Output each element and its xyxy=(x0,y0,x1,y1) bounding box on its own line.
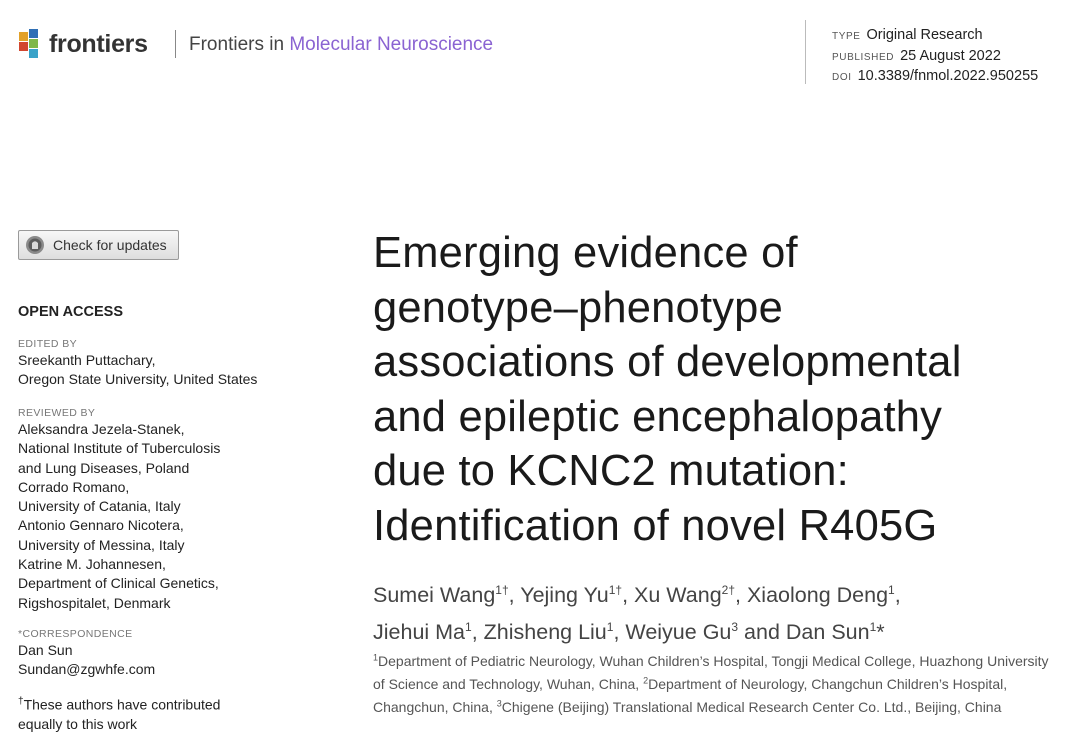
author[interactable]: Dan Sun$^1$* xyxy=(785,620,885,645)
meta-published xyxy=(832,47,1038,68)
affiliation: $^3$Chigene (Beijing) Translational Medical Research Center Co. Ltd., Beijing, China xyxy=(496,698,1002,715)
reviewer-line: Antonio Gennaro Nicotera, xyxy=(18,517,184,534)
contribution-line: These authors have contributed xyxy=(23,696,221,713)
reviewer-line: and Lung Diseases, Poland xyxy=(18,459,190,476)
meta-type xyxy=(832,26,1038,47)
dagger-mark: † xyxy=(18,696,24,707)
frontiers-logo[interactable] xyxy=(18,28,148,60)
title-line: due to KCNC2 mutation: xyxy=(373,447,849,495)
author[interactable]: Xiaolong Deng$^1$, xyxy=(746,583,901,608)
author[interactable]: Weiyue Gu$^3$ and xyxy=(625,620,786,645)
author[interactable]: Zhisheng Liu$^1$, xyxy=(483,620,626,645)
header-divider xyxy=(175,30,176,58)
title-line: and epileptic encephalopathy xyxy=(373,392,943,441)
doi-value[interactable]: 10.3389/fnmol.2022.950255 xyxy=(857,68,1039,84)
author[interactable]: Sumei Wang$^{1\dagger}$, xyxy=(373,583,521,608)
correspondence-email[interactable]: Sundan@zgwhfe.com xyxy=(18,661,156,678)
affiliations xyxy=(373,648,1063,717)
doi-label: DOI xyxy=(832,72,852,83)
article-title xyxy=(373,226,1053,553)
meta-divider xyxy=(805,20,806,84)
contribution-line: equally to this work xyxy=(18,715,138,732)
affiliation: $^1$Department of Pediatric Neurology, Wuhan Children’s Hospital, Tongji Medical College, Huazhong University of Science and Technology, Wuhan, China, xyxy=(373,652,1049,692)
title-line: Identification of novel R405G xyxy=(373,501,938,550)
meta-doi xyxy=(832,67,1038,88)
title-line: associations of developmental xyxy=(373,338,962,386)
title-line: genotype–phenotype xyxy=(373,283,783,332)
type-label: TYPE xyxy=(832,31,861,42)
reviewed-by-section xyxy=(18,406,298,613)
correspondence-label: *CORRESPONDENCE xyxy=(18,628,133,640)
published-label: PUBLISHED xyxy=(832,51,895,63)
correspondence-name: Dan Sun xyxy=(18,642,73,658)
editor-line: Oregon State University, United States xyxy=(18,371,258,388)
reviewer-line: Katrine M. Johannesen, xyxy=(18,556,166,573)
reviewer-line: Aleksandra Jezela-Stanek, xyxy=(18,421,185,437)
frontiers-logo-icon xyxy=(18,28,44,60)
reviewer-line: Rigshospitalet, Denmark xyxy=(18,594,171,611)
editor-line: Sreekanth Puttachary, xyxy=(18,352,156,368)
crossmark-icon xyxy=(25,235,45,255)
reviewer-line: University of Messina, Italy xyxy=(18,536,185,553)
check-for-updates-button[interactable] xyxy=(18,230,179,260)
reviewer-line: Corrado Romano, xyxy=(18,478,130,495)
open-access-label: OPEN ACCESS xyxy=(18,304,124,320)
article-meta xyxy=(832,26,1038,88)
author[interactable]: Jiehui Ma$^1$, xyxy=(373,620,484,645)
edited-by-section xyxy=(18,337,298,390)
reviewer-line: National Institute of Tuberculosis xyxy=(18,440,221,457)
type-value: Original Research xyxy=(866,27,983,43)
title-line: Emerging evidence of xyxy=(373,229,798,277)
reviewer-line: Department of Clinical Genetics, xyxy=(18,575,219,592)
published-value: 25 August 2022 xyxy=(900,47,1001,64)
reviewed-by-label: REVIEWED BY xyxy=(18,407,96,419)
correspondence-section xyxy=(18,627,298,680)
author-list xyxy=(373,574,1063,648)
author[interactable]: Yejing $Yu^{1\dagger}$, xyxy=(520,583,635,608)
check-for-updates-label: Check for updates xyxy=(53,237,167,253)
reviewer-line: University of Catania, Italy xyxy=(18,498,181,515)
journal-prefix: Frontiers in xyxy=(189,34,290,55)
contribution-note xyxy=(18,692,298,734)
affiliation: $^2$Department of Neurology, Changchun Children’s Hospital, Changchun, China, xyxy=(373,675,1008,715)
logo-text: frontiers xyxy=(49,29,148,58)
journal-name: Molecular Neuroscience xyxy=(289,34,494,55)
journal-title[interactable] xyxy=(189,34,493,56)
edited-by-label: EDITED BY xyxy=(18,338,78,350)
author[interactable]: Xu Wang$^{2\dagger}$, xyxy=(634,583,747,608)
